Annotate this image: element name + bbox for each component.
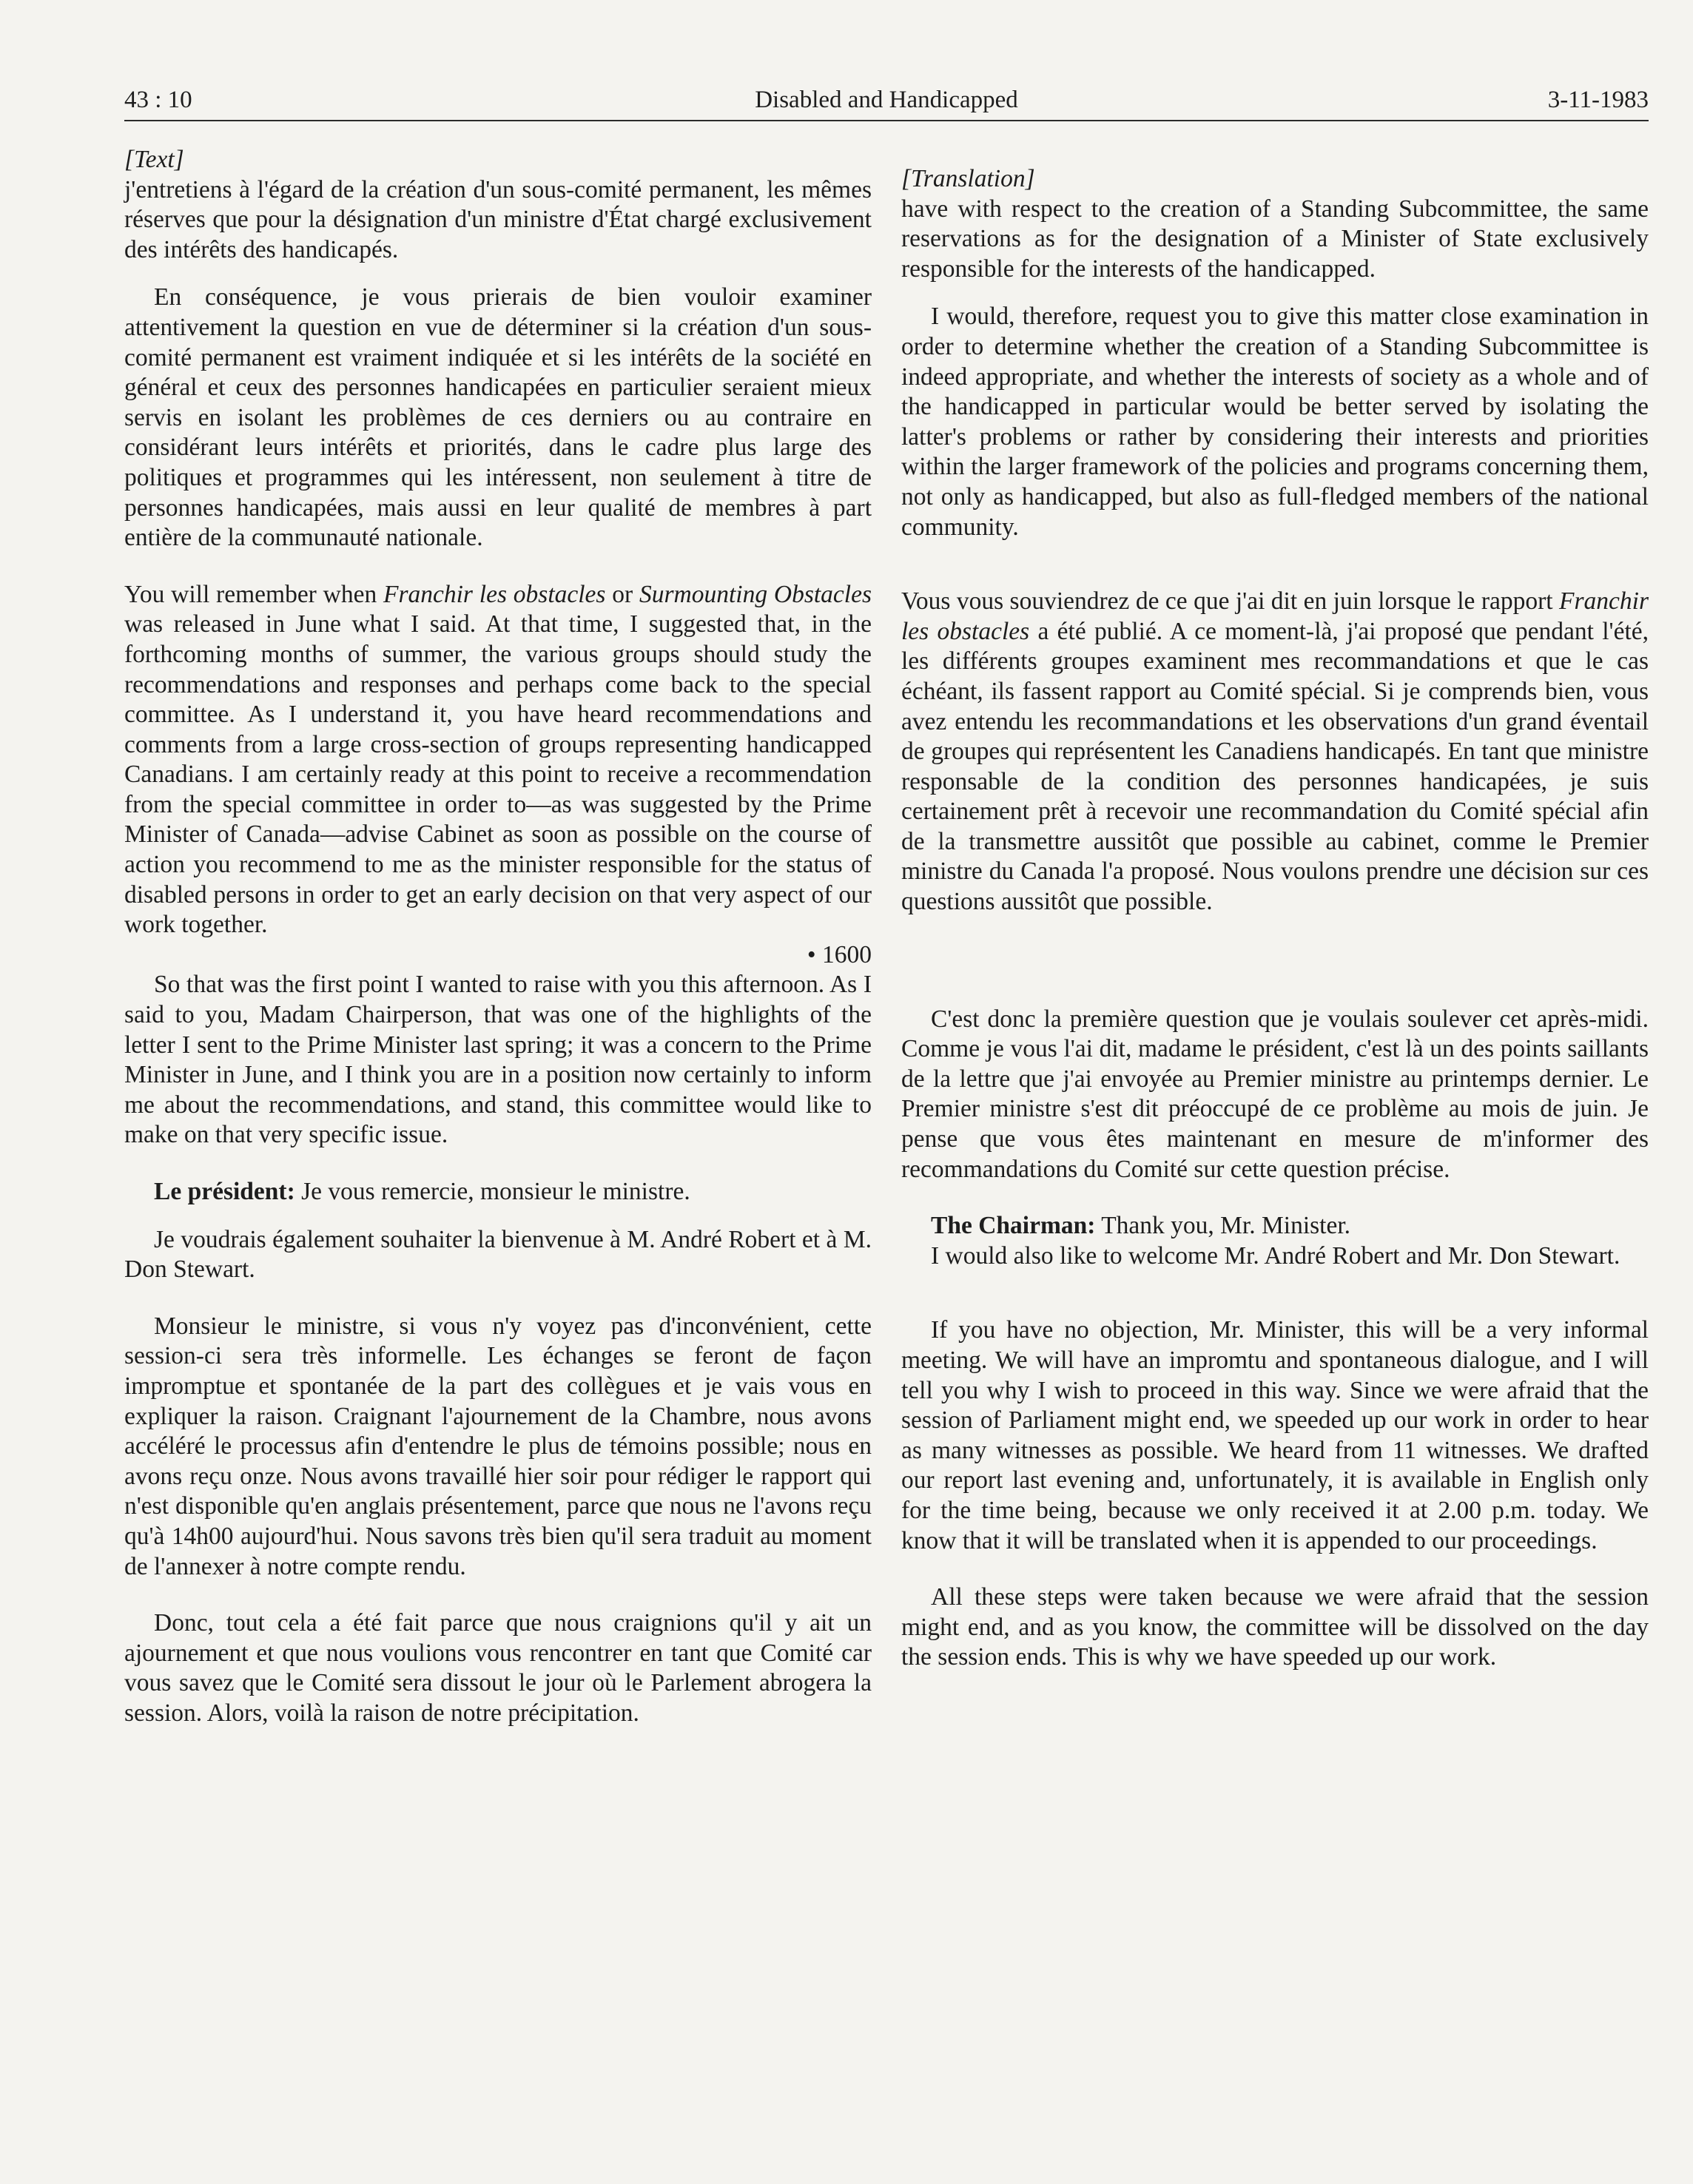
paragraph: The Chairman: Thank you, Mr. Minister. bbox=[931, 1212, 1351, 1240]
paragraph: If you have no objection, Mr. Minister, this will be a very informal meeting. We will have an impromtu and spontaneous dialogue, and I will tell you why I wish to proceed in this way. Since we were afraid that the session of Parliament might end, we speeded up our work in order to hear as many witnesses as possible. We heard from 11 witnesses. We drafted our report last evening and, unfortunately, it is available in English only for the time being, because we only received it at 2.00 p.m. today. We know that it will be translated when it is appended to our proceedings. bbox=[901, 1316, 1649, 1554]
translation-tag: [Translation] bbox=[901, 165, 1035, 192]
paragraph: Le président: Je vous remercie, monsieur le ministre. bbox=[154, 1178, 690, 1205]
paragraph: Vous vous souviendrez de ce que j'ai dit en juin lorsque le rapport Franchir les obstacles a été publié. A ce moment-là, j'ai proposé que pendant l'été, les différents groupes examinent mes recommandations et que le cas échéant, ils fassent rapport au Comité spécial. Si je comprends bien, vous avez entendu les recommandations et les observations d'un grand éventail de groupes qui représentent les Canadiens handicapés. En tant que ministre responsable de la condition des personnes handicapées, je suis certainement prêt à recevoir une recommandation du Comité spécial afin de la transmettre aussitôt que possible au cabinet, comme le Premier ministre du Canada l'a proposé. Nous voulons prendre une décision sur ces questions aussitôt que possible. bbox=[901, 587, 1649, 916]
paragraph: Donc, tout cela a été fait parce que nous craignions qu'il y ait un ajournement et que nous voulions vous rencontrer en tant que Comité car vous savez que le Comité sera dissout le jour où le Parlement abrogera la session. Alors, voilà la raison de notre précipitation. bbox=[124, 1609, 872, 1727]
speaker-name: The Chairman: bbox=[931, 1212, 1096, 1240]
paragraph: Monsieur le ministre, si vous n'y voyez pas d'inconvénient, cette session-ci sera très informelle. Les échanges se feront de façon impromptue et spontanée de la part des collègues et je vais vous en expliquer la raison. Craignant l'ajournement de la Chambre, nous avons accéléré le processus afin d'entendre le plus de témoins possible; nous en avons reçu onze. Nous avons travaillé hier soir pour rédiger le rapport qui n'est disponible qu'en anglais présentement, parce que nous ne l'avons reçu qu'à 14h00 aujourd'hui. Nous savons très bien qu'il sera traduit au moment de l'annexer à notre compte rendu. bbox=[124, 1312, 872, 1580]
paragraph: En conséquence, je vous prierais de bien vouloir examiner attentivement la question en vue de déterminer si la création d'un sous-comité permanent est vraiment indiquée et si les intérêts de la société en général et ceux des personnes handicapées en particulier seraient mieux servis en isolant les problèmes de ces derniers ou au contraire en considérant leurs intérêts et priorités, dans le cadre plus large des politiques et programmes qui les intéressent, non seulement à titre de personnes handicapées, mais aussi en leur qualité de membres à part entière de la communauté nationale. bbox=[124, 283, 872, 552]
running-title: Disabled and Handicapped bbox=[755, 87, 1018, 113]
paragraph: j'entretiens à l'égard de la création d'un sous-comité permanent, les mêmes réserves que pour la désignation d'un ministre d'État chargé exclusivement des intérêts des handicapés. bbox=[124, 175, 872, 263]
page-header bbox=[124, 71, 1649, 121]
paragraph: C'est donc la première question que je voulais soulever cet après-midi. Comme je vous l'ai dit, madame le président, c'est là un des points saillants de la lettre que j'ai envoyée au Premier ministre au printemps dernier. Le Premier ministre s'est dit préoccupé de ce problème au mois de juin. Je pense que vous êtes maintenant en mesure de m'informer des recommandations du Comité sur cette question précise. bbox=[901, 1005, 1649, 1183]
paragraph: All these steps were taken because we were afraid that the session might end, and as you know, the committee will be dissolved on the day the session ends. This is why we have speeded up our work. bbox=[901, 1583, 1649, 1671]
page-number: 43 : 10 bbox=[124, 87, 192, 113]
header-date: 3-11-1983 bbox=[1547, 87, 1649, 113]
paragraph: I would also like to welcome Mr. André Robert and Mr. Don Stewart. bbox=[931, 1241, 1620, 1270]
paragraph: have with respect to the creation of a Standing Subcommittee, the same reservations as for the designation of a Minister of State exclusively responsible for the interests of the handicapped. bbox=[901, 195, 1649, 283]
left-column bbox=[124, 145, 872, 1729]
paragraph: I would, therefore, request you to give this matter close examination in order to determine whether the creation of a Standing Subcommittee is indeed appropriate, and whether the interests of society as a whole and of the handicapped in particular would be better served by isolating the latter's problems or rather by considering their interests and priorities within the larger framework of the policies and programs concerning them, not only as handicapped, but also as full-fledged members of the national community. bbox=[901, 303, 1649, 541]
paragraph: So that was the first point I wanted to raise with you this afternoon. As I said to you, Madam Chairperson, that was one of the highlights of the letter I sent to the Prime Minister last spring; it was a concern to the Prime Minister in June, and I think you are in a position now certainly to inform me about the recommendations, and stand, this committee would like to make on that very specific issue. bbox=[124, 971, 872, 1149]
paragraph: You will remember when Franchir les obstacles or Surmounting Obstacles was released in June what I said. At that time, I suggested that, in the forthcoming months of summer, the various groups should study the recommendations and responses and perhaps come back to the special committee. As I understand it, you have heard recommendations and comments from a large cross-section of groups representing handicapped Canadians. I am certainly ready at this point to receive a recommendation from the special committee in order to—as was suggested by the Prime Minister of Canada—advise Cabinet as soon as possible on the course of action you recommend to me as the minister responsible for the status of disabled persons in order to get an early decision on that very aspect of our work together. bbox=[124, 580, 872, 939]
text-tag: [Text] bbox=[124, 146, 184, 173]
right-column bbox=[901, 164, 1649, 1673]
paragraph: Je voudrais également souhaiter la bienvenue à M. André Robert et à M. Don Stewart. bbox=[124, 1225, 872, 1284]
time-marker: • 1600 bbox=[807, 940, 872, 968]
speaker-name: Le président: bbox=[154, 1178, 295, 1205]
